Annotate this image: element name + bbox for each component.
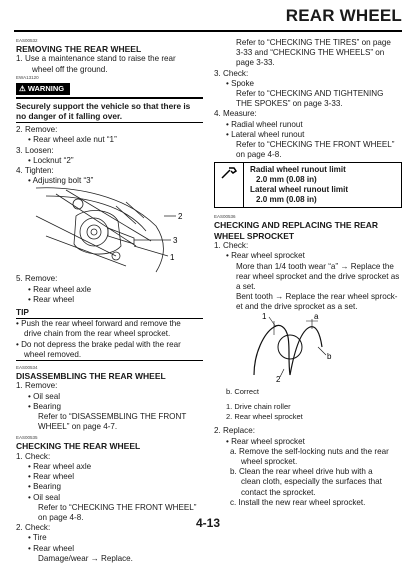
step-line: • Rear wheel sprocket — [226, 436, 305, 446]
step-line: • Oil seal — [28, 391, 61, 401]
figure-callout: 1 — [170, 253, 175, 263]
step-line: a set. — [236, 282, 256, 292]
step-line: contact the sprocket. — [241, 487, 316, 497]
step-line: More than 1/4 tooth wear “a” → Replace the — [236, 261, 394, 271]
step-line: • Rear wheel sprocket — [226, 251, 305, 261]
figure-callout: 1 — [262, 312, 267, 321]
step-line: • Oil seal — [28, 492, 61, 502]
step-line: • Adjusting bolt “3” — [28, 176, 94, 186]
spec-text — [244, 163, 354, 207]
page-header-title: REAR WHEEL — [285, 6, 402, 25]
spec-icon — [215, 163, 244, 207]
page-number: 4-13 — [195, 516, 221, 530]
refer-line: 3-33 and “CHECKING THE WHEELS” on — [236, 48, 385, 58]
section-title-sprocket: CHECKING AND REPLACING THE REAR — [214, 220, 379, 231]
step-line: b. Clean the rear wheel drive hub with a — [230, 467, 373, 477]
step-1-line: 1. Use a maintenance stand to raise the rear — [16, 54, 176, 64]
tip-line: • Do not depress the brake pedal with the rear — [16, 339, 181, 349]
step-line: • Rear wheel — [28, 294, 75, 304]
tip-line: wheel removed. — [16, 350, 203, 361]
step-line: • Tire — [28, 533, 47, 543]
step-line: • Rear wheel — [28, 543, 75, 553]
step-line: Refer to “DISASSEMBLING THE FRONT — [38, 411, 187, 421]
warning-label: WARNING — [27, 83, 65, 93]
legend-line: 2. Rear wheel sprocket — [226, 411, 303, 421]
step-line: • Radial wheel runout — [226, 119, 303, 129]
refer-line: Refer to “CHECKING THE FRONT WHEEL” — [236, 140, 395, 150]
spec-line: 2.0 mm (0.08 in) — [256, 175, 317, 185]
tip-line: • Push the rear wheel forward and remove the — [16, 319, 181, 329]
step-line: • Rear wheel — [28, 472, 75, 482]
step-line: Damage/wear → Replace. — [38, 553, 133, 563]
step-line: 3. Loosen: — [16, 145, 54, 155]
step-line: 2. Check: — [16, 523, 51, 533]
warning-badge — [16, 83, 70, 95]
step-line: • Bearing — [28, 482, 61, 492]
section-code: EAS00534 — [16, 364, 38, 370]
spec-box — [214, 162, 402, 208]
figure-callout: 2 — [178, 212, 183, 222]
step-line: on page 4-8. — [38, 513, 84, 522]
step-line: wheel sprocket. — [241, 457, 298, 467]
figure-callout: 3 — [173, 236, 178, 246]
section-title-sprocket: WHEEL SPROCKET — [214, 230, 295, 241]
header-rule — [14, 30, 402, 32]
sprocket-tooth-illustration — [214, 313, 402, 383]
step-line: Bent tooth → Replace the rear wheel sprock- — [236, 292, 398, 302]
section-title-removing: REMOVING THE REAR WHEEL — [16, 44, 142, 54]
section-code: EAS00536 — [214, 214, 236, 220]
refer-line: Refer to “CHECKING AND TIGHTENING — [236, 89, 384, 99]
step-line: • Rear wheel axle nut “1” — [28, 135, 117, 145]
warning-code: EWA13120 — [16, 74, 39, 80]
step-line: • Lateral wheel runout — [226, 129, 305, 139]
step-line: • Rear wheel axle — [28, 284, 92, 294]
section-code: EAS00535 — [16, 435, 38, 441]
warning-rule — [16, 122, 203, 123]
wrench-icon — [220, 166, 238, 180]
step-line: • Locknut “2” — [28, 155, 74, 165]
step-line: rear wheel sprocket and the drive sprocket as — [236, 271, 400, 281]
step-line: 5. Remove: — [16, 274, 58, 284]
figure-callout: a — [314, 312, 319, 321]
legend-line: b. Correct — [226, 386, 259, 396]
step-line: 2. Remove: — [16, 125, 58, 135]
step-line: 3. Check: — [214, 68, 249, 78]
warning-triangle-icon: ⚠ — [19, 83, 26, 93]
step-line: clean cloth, especially the surfaces that — [241, 477, 382, 487]
step-line: 1. Check: — [214, 241, 249, 251]
refer-line: page 3-33. — [236, 58, 275, 68]
warning-rule — [16, 97, 203, 99]
right-column — [214, 38, 402, 508]
spec-line: 2.0 mm (0.08 in) — [256, 195, 317, 205]
step-line: 1. Check: — [16, 451, 51, 461]
section-code: EAS00532 — [16, 38, 38, 43]
section-title-checking: CHECKING THE REAR WHEEL — [16, 441, 141, 452]
wheel-axle-illustration — [16, 186, 203, 274]
step-line: • Spoke — [226, 78, 255, 88]
refer-line: Refer to “CHECKING THE TIRES” on page — [236, 38, 391, 47]
legend-line: 1. Drive chain roller — [226, 402, 291, 412]
spec-line: Lateral wheel runout limit — [250, 185, 349, 195]
refer-line: THE SPOKES” on page 3-33. — [236, 99, 343, 109]
refer-line: on page 4-8. — [236, 150, 282, 160]
step-line: a. Remove the self-locking nuts and the rear — [230, 446, 389, 456]
warning-text: Securely support the vehicle so that there is — [16, 100, 191, 111]
step-line: et and the drive sprocket as a set. — [236, 302, 358, 312]
sprocket-figure — [214, 313, 402, 383]
section-title-disassembling: DISASSEMBLING THE REAR WHEEL — [16, 370, 166, 381]
tip-label: TIP — [16, 307, 203, 319]
step-line: WHEEL” on page 4-7. — [38, 422, 118, 432]
step-line: 4. Measure: — [214, 109, 257, 119]
step-line: 4. Tighten: — [16, 165, 54, 175]
wheel-axle-figure — [16, 186, 203, 274]
tip-line: drive chain from the rear wheel sprocket. — [24, 329, 171, 339]
step-line: • Bearing — [28, 401, 61, 411]
step-line: 1. Remove: — [16, 381, 58, 391]
step-1-line: wheel off the ground. — [32, 64, 108, 74]
step-line: Refer to “CHECKING THE FRONT WHEEL” — [38, 502, 197, 512]
figure-callout: b — [327, 351, 332, 361]
step-line: • Rear wheel axle — [28, 461, 92, 471]
spec-line: Radial wheel runout limit — [250, 165, 346, 175]
left-column — [16, 38, 203, 564]
figure-callout: 2 — [276, 374, 281, 383]
warning-text: no danger of it falling over. — [16, 110, 123, 121]
step-line: 2. Replace: — [214, 426, 255, 436]
step-line: c. Install the new rear wheel sprocket. — [230, 497, 366, 507]
